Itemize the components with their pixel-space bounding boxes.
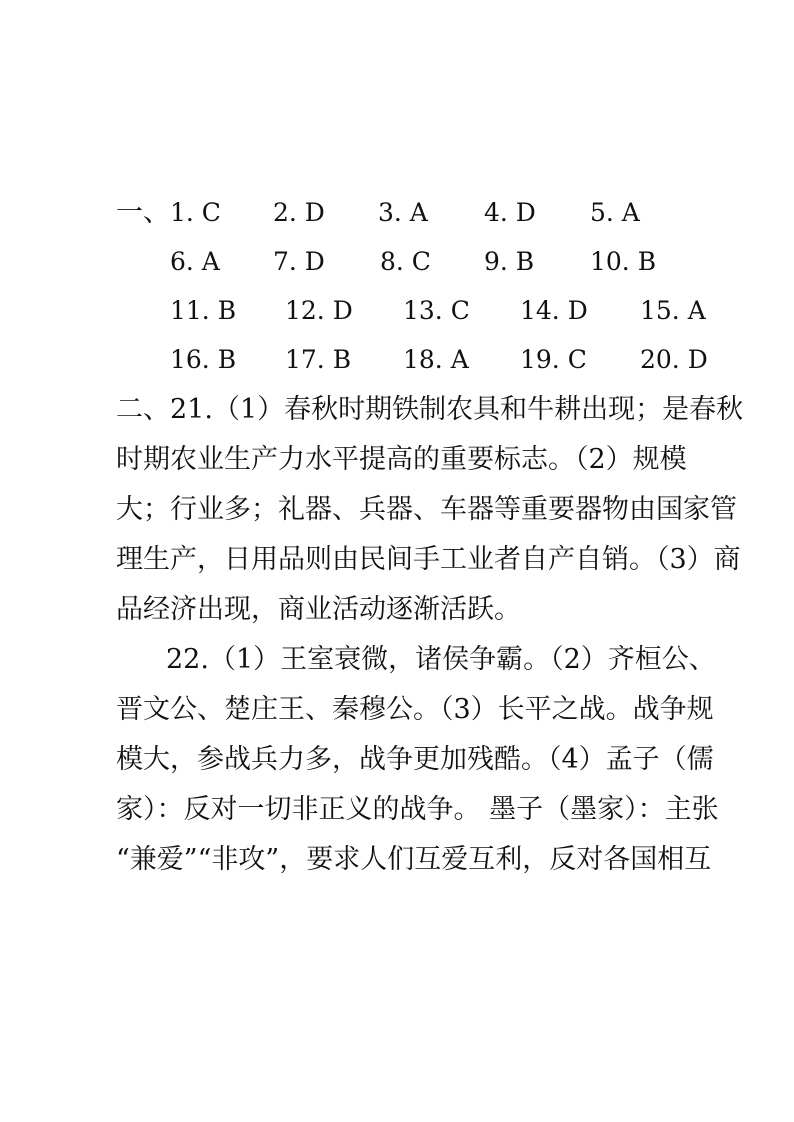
- answer-8: 8. C: [380, 247, 431, 276]
- answer-14: 14. D: [520, 296, 588, 325]
- answer-9: 9. B: [484, 247, 535, 276]
- q22-line-3: 模大，参战兵力多，战争更加残酷。（4）孟子（儒: [116, 744, 714, 775]
- answer-15: 15. A: [640, 296, 706, 325]
- q22-line-5: “兼爱”“非攻”，要求人们互爱互利，反对各国相互: [116, 844, 712, 875]
- answer-10: 10. B: [590, 247, 657, 276]
- q21-line-4: 理生产，日用品则由民间手工业者自产自销。（3）商: [116, 544, 741, 575]
- answer-3: 3. A: [378, 198, 428, 227]
- answer-5: 5. A: [590, 198, 640, 227]
- answer-1: 1. C: [170, 198, 221, 227]
- q22-line-1: 22.（1）王室衰微，诸侯争霸。（2）齐桓公、: [166, 644, 716, 675]
- answer-19: 19. C: [520, 345, 587, 374]
- q22-line-4: 家）：反对一切非正义的战争。 墨子（墨家）：主张: [116, 794, 719, 825]
- q21-line-2: 时期农业生产力水平提高的重要标志。（2）规模: [116, 444, 687, 475]
- answer-16: 16. B: [170, 345, 237, 374]
- answer-18: 18. A: [403, 345, 469, 374]
- answer-11: 11. B: [170, 296, 237, 325]
- q21-line-3: 大；行业多；礼器、兵器、车器等重要器物由国家管: [116, 494, 737, 525]
- answer-6: 6. A: [170, 247, 220, 276]
- answer-7: 7. D: [273, 247, 325, 276]
- q21-line-1: 二、21.（1）春秋时期铁制农具和牛耕出现；是春秋: [116, 394, 744, 425]
- answer-2: 2. D: [273, 198, 325, 227]
- answer-17: 17. B: [285, 345, 352, 374]
- answer-4: 4. D: [484, 198, 536, 227]
- q22-line-2: 晋文公、楚庄王、秦穆公。（3）长平之战。战争规: [116, 694, 714, 725]
- q21-line-5: 品经济出现，商业活动逐渐活跃。: [116, 594, 521, 625]
- section1-prefix: 一、: [116, 197, 170, 228]
- answer-12: 12. D: [285, 296, 353, 325]
- answer-13: 13. C: [403, 296, 470, 325]
- answer-20: 20. D: [640, 345, 708, 374]
